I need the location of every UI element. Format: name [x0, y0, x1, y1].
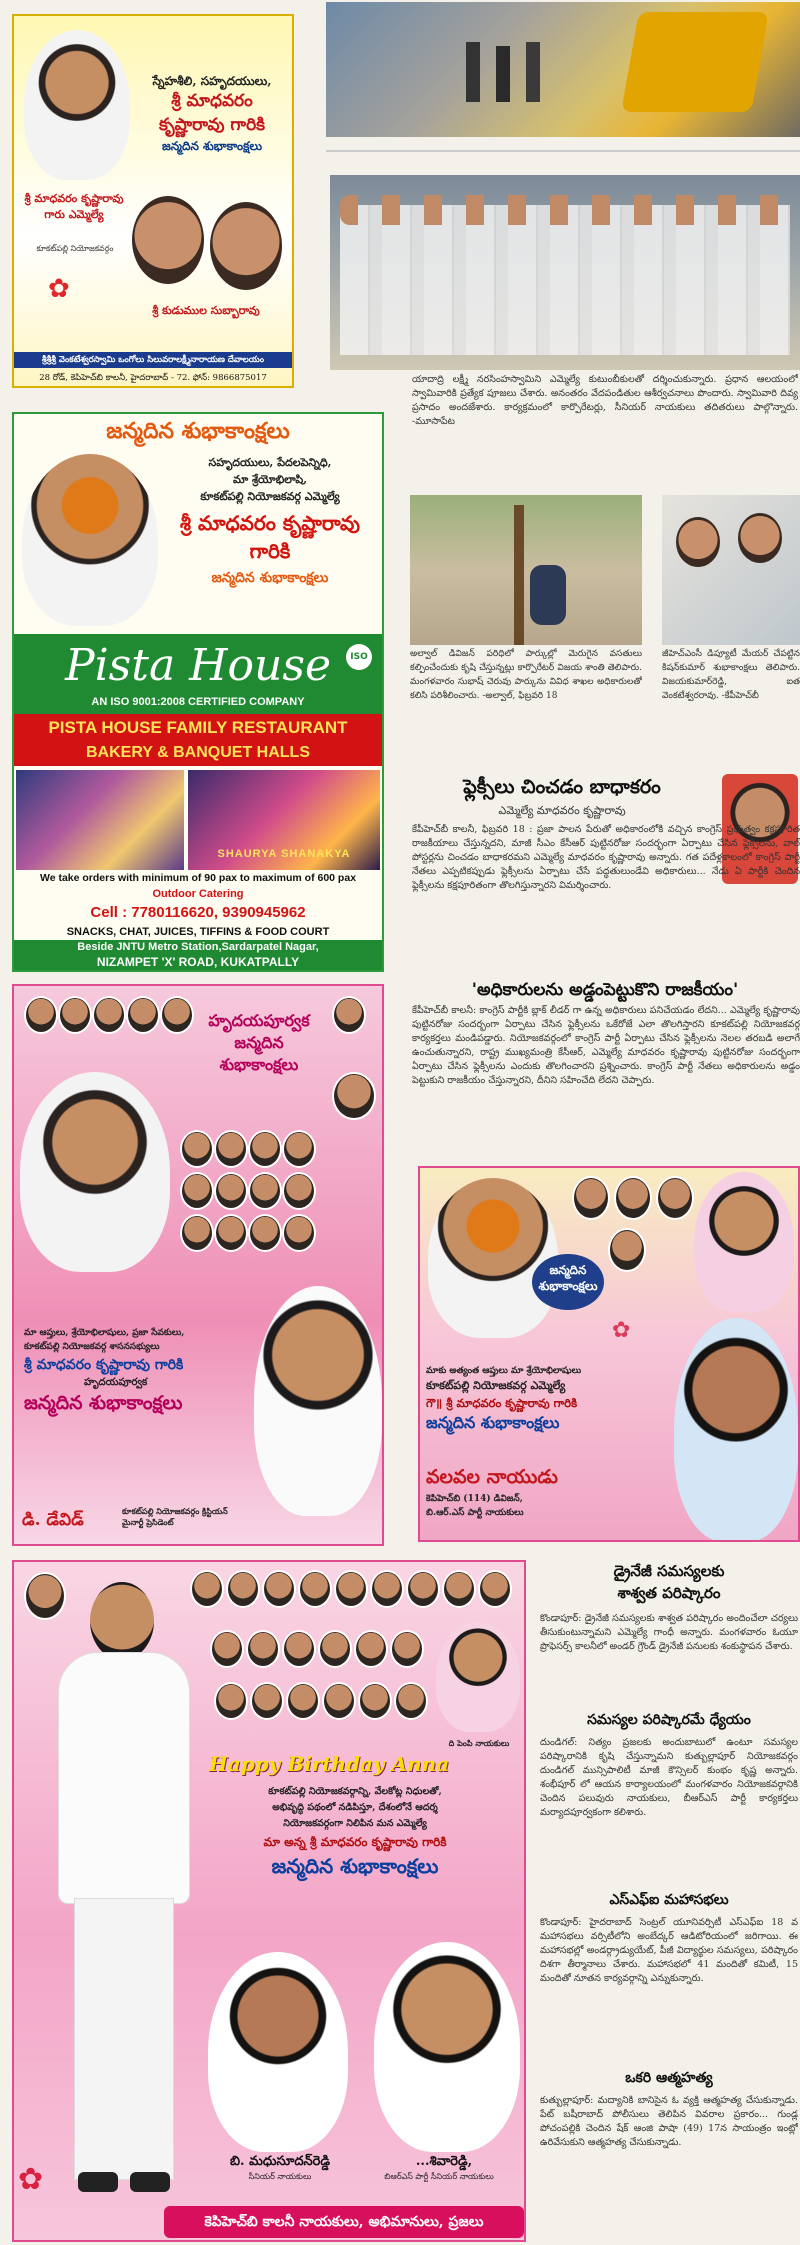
ad5-wish: జన్మదిన శుభాకాంక్షలు: [271, 1854, 439, 1878]
ad5-sender-1-role: సీనియర్ నాయకులు: [248, 2172, 312, 2181]
ad4-sender-role-2: బి.ఆర్.ఎస్ పార్టీ నాయకులు: [426, 1508, 524, 1518]
ad-birthday-1: [12, 14, 294, 388]
ad4-line-1: మాకు అత్యంత ఆప్తులు మా శ్రేయోభిలాషులు: [426, 1366, 582, 1376]
ad2-orders: We take orders with minimum of 90 pax to maximum of 600 pax: [39, 872, 357, 884]
ad5-name: మా అన్న శ్రీ మాధవరం కృష్ణారావు గారికి: [263, 1835, 447, 1849]
flower-bouquet-icon: ✿: [18, 2162, 44, 2197]
news9-text: కుత్బుల్లాపూర్: మద్యానికి బానిసైన ఓ వ్యక్తి ఆత్మహత్య చేసుకున్నాడు. పేట్ బషీరాబాద్ పోలీసులు తెలిపిన వివరాల ప్రకారం... గుండ్ల పోచంపల్లికి చెందిన షేక్ ఆంజి పాషా (49) 17న సాయంత్రం ఇంట్లో ఉరివేసుకుని ఆత్మహత్య చేసుకున్నాడు.: [540, 2095, 798, 2148]
mla-portrait: [22, 454, 158, 626]
ad5-sender-1: బి. మధుసూదన్‌రెడ్డి: [230, 2154, 330, 2169]
ad2-wish: జన్మదిన శుభాకాంక్షలు: [211, 570, 329, 586]
ad3-line-1: మా ఆప్తులు, శ్రేయోభిలాషులు, ప్రజా సేవకులు,: [24, 1328, 185, 1338]
ad2-snacks: SNACKS, CHAT, JUICES, TIFFINS & FOOD COURT: [66, 926, 330, 938]
ad2-address-2: NIZAMPET 'X' ROAD, KUKATPALLY: [96, 955, 300, 969]
ad2-catering: Outdoor Catering: [152, 888, 244, 900]
ad4-badge: జన్మదిన శుభాకాంక్షలు: [532, 1254, 604, 1310]
news6-text: కొండాపూర్: డ్రైనేజీ సమస్యలకు శాశ్వత పరిష్కారం అందించేలా చర్యలు తీసుకుంటున్నామని ఎమ్మెల్యే గాంధీ అన్నారు. మంగళవారం ఓయూ ప్రొఫెసర్స్ కాలనీలో అండర్ గ్రౌండ్ డ్రైనేజీ పనులకు శంకుస్థాపన చేశారు.: [540, 1613, 798, 1652]
leader-portrait-1: [694, 1172, 794, 1312]
ad-birthday-naidu: [418, 1166, 800, 1542]
ad5-sender-2: ...శివారెడ్డి,: [415, 2154, 473, 2169]
news5-text: కేపీహెచ్‌బీ కాలనీ: కాంగ్రెస్ పార్టీకి బ్లాక్ లీడర్ గా ఉన్న అధికారులు పనిచేయడం లేదని... ఎమ్మెల్యే కృష్ణారావు పుట్టినరోజు సందర్భంగా ఏర్పాటు చేసిన ఫ్లెక్సీలను ఒకేరోజే ఎలా తొలగిస్తారని కూకట్‌పల్లి నియోజకవర్గ కార్యకర్తలు మండిపడ్డారు. నియోజకవర్గంలో కాంగ్రెస్ పార్టీ ఏర్పాటు చేసిన ఫ్లెక్సీలను నెలల తరబడి అలాగే ఉంచుతున్నారని, రాష్ట్ర ముఖ్యమంత్రి కేసీఆర్, ఎమ్మెల్యే మాధవరం కృష్ణారావు పుట్టినరోజు సందర్భంగా ఏర్పాటు చేసిన ఫ్లెక్సీలను ఎందుకు తొలగించారని ప్రశ్నించారు. కాంగ్రెస్ పార్టీ నేతలు అధికారులను అడ్డం పెట్టుకుని రాజకీయం చేస్తున్నారని, దీనిని సహించేది లేదని చెప్పారు.: [412, 1005, 800, 1086]
ad2-restaurant: PISTA HOUSE FAMILY RESTAURANT: [14, 714, 382, 742]
sender-portrait: [674, 1318, 798, 1542]
ad2-brand: Pista House: [65, 640, 331, 691]
news-photo-felicitation: [662, 495, 800, 645]
banquet-hall-photo-2: [188, 770, 380, 870]
sender-portrait: [254, 1286, 382, 1516]
news8-text: కొండాపూర్: హైదరాబాద్ సెంట్రల్ యూనివర్సిటీ ఎస్ఎఫ్ఐ 18 వ మహాసభలు వర్సిటీలోని అంబేద్కర్ ఆడిటోరియంలో జరిగాయి. ఈ మహాసభల్లో అండర్గ్రాడ్యుయేట్, పీజీ విద్యార్థుల సమస్యలు, పరిష్కారం దిశగా తీర్మానాలు చేశారు. మహాసభలో 41 మందితో కమిటీ, 15 మందితో నూతన కార్యవర్గాన్ని ఎన్నుకున్నారు.: [540, 1917, 798, 1984]
ad3-sender: డి. డేవిడ్: [22, 1510, 84, 1530]
news7-headline: సమస్యల పరిష్కారమే ధ్యేయం: [587, 1712, 751, 1728]
news2-text: అల్వాల్‌ డివిజన్ పరిధిలో పార్కుల్లో మెరుగైన వసతులు కల్పించేందుకు కృషి చేస్తున్నట్లు కార్పొరేటర్ విజయ శాంతి తెలిపారు. మంగళవారం సుభాష్ చెరువు పార్కును వివిధ శాఖల అధికారులతో కలిసి పరిశీలించారు. -అల్వాల్, ఫిబ్రవరి 18: [410, 649, 642, 701]
news-photo-group: [330, 175, 800, 370]
ad-pista-house: [12, 412, 384, 972]
ad1-caption: శ్రీ మాధవరం కృష్ణారావు గారు ఎమ్మెల్యే: [24, 192, 124, 221]
news8-headline: ఎస్ఎఫ్ఐ మహాసభలు: [609, 1892, 729, 1908]
news-photo-park: [410, 495, 642, 645]
news1-text: యాదాద్రి లక్ష్మీ నరసింహస్వామిని ఎమ్మెల్యే కుటుంబీకులతో దర్శించుకున్నారు. ప్రధాన ఆలయంలో స్వామివారికి ప్రత్యేక పూజలు చేశారు. అనంతరం వేదపండితుల ఆశీర్వచనాలు పొందారు. స్వామివారి దివ్య ప్రసాదం అందజేశారు. కార్యక్రమంలో కార్పొరేటర్లు, సీనియర్ నాయకులు తదితరులు పాల్గొన్నారు. -మూసాపేట: [412, 374, 798, 427]
ad4-wish: జన్మదిన శుభాకాంక్షలు: [426, 1413, 560, 1432]
flower-icon: ✿: [612, 1318, 631, 1343]
ad5-line-3: నియోజకవర్గంగా నిలిపిన మన ఎమ్మెల్యే: [283, 1818, 427, 1829]
sender-portrait-2: [374, 1942, 520, 2152]
ad5-sender-2-role: బిఆర్ఎస్ పార్టీ సీనియర్ నాయకులు: [384, 2172, 494, 2181]
sender-portrait-1: [208, 1952, 348, 2152]
ad2-line-3: కూకట్‌పల్లి నియోజకవర్గ ఎమ్మెల్యే: [200, 490, 340, 503]
ad5-tag: ది పెంపి నాయకులు: [448, 1738, 510, 1748]
ad3-wish: జన్మదిన శుభాకాంక్షలు: [24, 1392, 183, 1414]
ad1-line-2: శ్రీ మాధవరం: [171, 91, 253, 111]
banquet-hall-photo-1: [16, 770, 184, 870]
flower-icon: ✿: [48, 274, 70, 304]
mla-portrait: [24, 30, 130, 180]
ad1-address: 28 రోడ్, కెపిహెచ్‌బి కాలనీ, హైదరాబాద్ - 72. ఫోన్: 9866875017: [39, 373, 267, 383]
ad4-sender-role-1: కెపిహెచ్‌బి (114) డివిజన్,: [426, 1494, 523, 1504]
ad1-line-3: కృష్ణారావు గారికి: [158, 115, 266, 135]
news9-headline: ఒకరి ఆత్మహత్య: [625, 2070, 713, 2086]
ad1-sender: శ్రీ కుడుముల సుబ్బారావు: [152, 304, 260, 317]
ad2-line-2: మా శ్రేయోభిలాషి,: [232, 473, 308, 486]
mla-standing-portrait: [48, 1582, 198, 2202]
news5-headline: 'అధికారులను అడ్డంపెట్టుకొని రాజకీయం': [471, 980, 739, 1000]
ad2-cell: Cell : 7780116620, 9390945962: [90, 904, 306, 921]
ad5-english: Happy Birthday Anna: [208, 1752, 450, 1776]
mla-portrait: [428, 1178, 558, 1338]
ad2-iso: AN ISO 9001:2008 CERTIFIED COMPANY: [91, 696, 305, 708]
hall-sign-text: SHAURYA SHANAKYA: [217, 848, 351, 860]
ad5-line-1: కూకట్‌పల్లి నియోజకవర్గాన్ని, వేలకోట్ల నిధులతో,: [268, 1786, 442, 1797]
news4-subhead: ఎమ్మెల్యే మాధవరం కృష్ణారావు: [498, 804, 626, 817]
ad2-address-1: Beside JNTU Metro Station,Sardarpatel Nagar,: [77, 941, 319, 953]
ad4-sender: వలవల నాయుడు: [426, 1466, 558, 1488]
ad2-name: శ్రీ మాధవరం కృష్ణారావు గారికి: [180, 511, 360, 563]
ad4-name: గౌ॥ శ్రీ మాధవరం కృష్ణారావు గారికి: [426, 1396, 578, 1410]
ad1-caption-2: కూకట్‌పల్లి నియోజకవర్గం: [36, 244, 114, 253]
news-photo-construction: [326, 2, 800, 137]
news4-headline: ఫ్లెక్సీలు చించడం బాధాకరం: [463, 776, 661, 798]
ad2-title: జన్మదిన శుభాకాంక్షలు: [106, 418, 290, 444]
divider: [326, 150, 800, 152]
ad3-name: శ్రీ మాధవరం కృష్ణారావు గారికి: [24, 1357, 184, 1373]
news6-headline-2: శాశ్వత పరిష్కారం: [617, 1584, 721, 1602]
elder-woman-portrait: [210, 202, 282, 290]
elder-man-portrait: [132, 196, 204, 284]
news4-text: కేపీహెచ్‌బీ కాలనీ, ఫిబ్రవరి 18 : ప్రజా పాలన పేరుతో అధికారంలోకి వచ్చిన కాంగ్రెస్ ప్రభుత్వం కక్షపూరిత రాజకీయాలు చేస్తున్నదని, మాజీ సీఎం కేసీఆర్ పుట్టినరోజు సందర్భంగా ఏర్పాటు చేసిన ఫ్లెక్సీలను, వాల్ పోస్టర్లను చించడం బాధాకరమని ఎమ్మెల్యే మాధవరం కృష్ణారావు అన్నారు. గత పదేళ్లకాలంలో కాంగ్రెస్ పార్టీ నేతలు ఎప్పటికప్పుడు ఫ్లెక్సీలను ఏర్పాటు చేసే పద్ధతులుండేవి అధికారులు... నేడు ఏ పార్టీకి చెందిన ఫ్లెక్సీలను కక్షపూరితంగా తొలగిస్తున్నారని విమర్శించారు.: [412, 824, 800, 891]
leader-portrait-2: [436, 1622, 520, 1732]
ad3-top: హృదయపూర్వక జన్మదిన శుభాకాంక్షలు: [208, 1011, 310, 1074]
ad1-line-4: జన్మదిన శుభాకాంక్షలు: [161, 139, 263, 153]
iso-badge-icon: ISO: [346, 644, 372, 670]
ad5-footer: కెపిహెచ్‌బి కాలనీ నాయకులు, అభిమానులు, ప్రజలు: [164, 2206, 524, 2238]
ad3-heartfelt: హృదయపూర్వక: [84, 1377, 148, 1388]
ad3-sender-role: కూకట్‌పల్లి నియోజకవర్గం క్రిస్టియన్ మైనార్టీ ప్రెసిడెంట్: [122, 1506, 228, 1527]
news3-text: జీహెచ్‌ఎంసీ డిప్యూటీ మేయర్ చేపట్టిన కిషన్‌కుమార్ శుభాకాంక్షలు తెలిపారు. విజయకుమార్‌రెడ్డి, ఐత వెంకటేశ్వరరావు. -కేపీహెచ్‌బీ: [662, 649, 800, 701]
ad2-bakery: BAKERY & BANQUET HALLS: [14, 742, 382, 766]
ad-birthday-david: [12, 984, 384, 1546]
mla-portrait: [20, 1072, 170, 1272]
news7-text: దుండిగల్: నిత్యం ప్రజలకు అందుబాటులో ఉంటూ సమస్యల పరిష్కారానికి కృషి చేస్తున్నామని కుత్బుల్లాపూర్ నియోజకవర్గం దుండిగల్ మున్సిపాలిటీ మాజీ కౌన్సిలర్ కుంభం కృష్ణ అన్నారు. శంభీపూర్ లో ఆయన కార్యాలయంలో మంగళవారం నియోజకవర్గానికి చెందిన పలువురు నాయకులు, బీఆర్‌ఎస్ పార్టీ కార్యకర్తలు మర్యాదపూర్వకంగా కలిశారు.: [540, 1737, 798, 1818]
news6-headline-1: డ్రైనేజీ సమస్యలకు: [613, 1562, 725, 1580]
ad2-line-1: సహృదయులు, పేదలపెన్నిధి,: [208, 456, 332, 469]
ad3-line-2: కూకట్‌పల్లి నియోజకవర్గ శాసనసభ్యులు: [24, 1342, 160, 1352]
ad-happy-birthday-anna: [12, 1560, 526, 2242]
ad1-temple-banner: శ్రీశ్రీశ్రీ వెంకటేశ్వరస్వామి ఒంగోలు సిలువరాలక్ష్మీనారాయణ దేవాలయం: [14, 352, 292, 368]
ad5-line-2: అభివృద్ధి పథంలో నడిపిస్తూ, దేశంలోనే ఆదర్శ: [272, 1802, 438, 1813]
ad1-line-1: స్నేహశీలి, సహృదయులు,: [152, 74, 272, 88]
ad4-line-2: కూకట్‌పల్లి నియోజకవర్గ ఎమ్మెల్యే: [426, 1379, 566, 1392]
